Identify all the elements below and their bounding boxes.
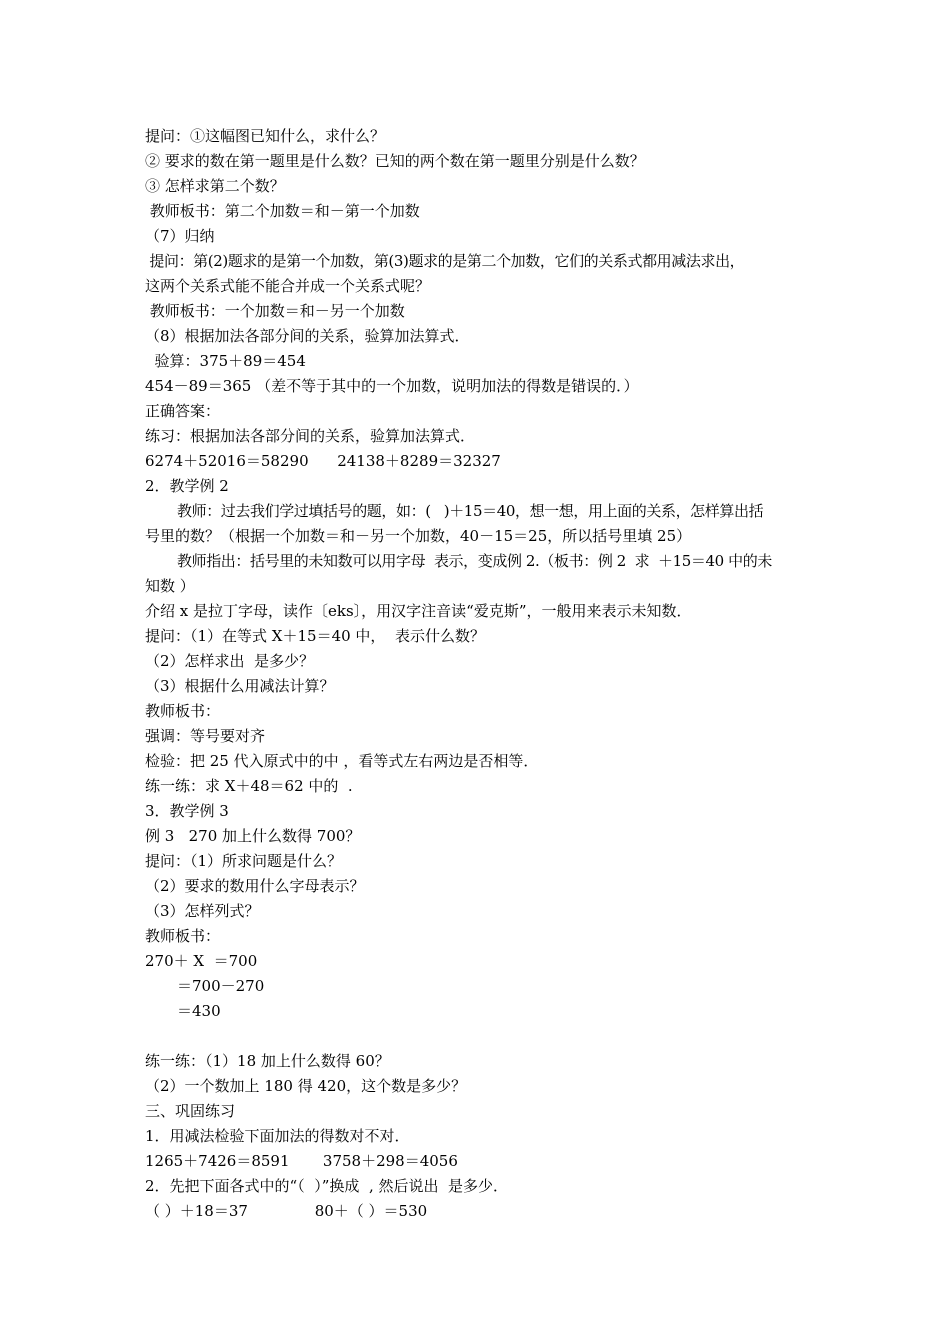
section-heading: 3．教学例 3: [145, 802, 229, 820]
blank-line: [145, 1024, 825, 1049]
text-line: 提问：第(2)题求的是第一个加数，第(3)题求的是第二个加数，它们的关系式都用减法求出，: [145, 252, 745, 270]
text-line: 验算：375＋89＝454: [145, 352, 306, 370]
text-line: 练一练：（1）18 加上什么数得 60？: [145, 1052, 390, 1070]
text-line: 教师指出：括号里的未知数可以用字母 表示，变成例 2.（板书：例 2 求 ＋15＝40 中的未: [177, 552, 772, 570]
text-line: 1．用减法检验下面加法的得数对不对．: [145, 1127, 410, 1145]
text-line: 教师板书：: [145, 702, 221, 720]
section-heading: 2．教学例 2: [145, 477, 229, 495]
text-line: 教师：过去我们学过填括号的题，如：( )＋15＝40，想一想，用上面的关系，怎样算出括: [177, 502, 764, 520]
text-line: 2．先把下面各式中的“（ ）”换成 , 然后说出 是多少．: [145, 1177, 509, 1195]
text-line: （ ）＋18＝37 80＋（ ）＝530: [145, 1202, 428, 1220]
text-line: ② 要求的数在第一题里是什么数？已知的两个数在第一题里分别是什么数？: [145, 152, 645, 170]
text-line: 教师板书：一个加数＝和－另一个加数: [145, 302, 405, 320]
text-line: 提问：（1）所求问题是什么？: [145, 852, 343, 870]
text-line: 提问：（1）在等式 X＋15＝40 中， 表示什么数？: [145, 627, 485, 645]
text-line: （3）怎样列式？: [145, 902, 260, 920]
text-line: 这两个关系式能不能合并成一个关系式呢？: [145, 277, 431, 295]
text-line: 教师板书：第二个加数＝和－第一个加数: [145, 202, 420, 220]
text-line: （7）归纳: [145, 227, 215, 245]
text-line: 强调：等号要对齐: [145, 727, 266, 745]
text-line: 正确答案：: [145, 402, 221, 420]
text-line: 介绍 x 是拉丁字母，读作〔eks〕，用汉字注音读“爱克斯”，一般用来表示未知数．: [145, 602, 692, 620]
text-line: 6274＋52016＝58290 24138＋8289＝32327: [145, 452, 501, 470]
section-heading: 三、巩固练习: [145, 1102, 236, 1120]
text-line: （3）根据什么用减法计算？: [145, 677, 335, 695]
text-line: 1265＋7426＝8591 3758＋298＝4056: [145, 1152, 458, 1170]
text-line: 教师板书：: [145, 927, 221, 945]
text-line: （8）根据加法各部分间的关系，验算加法算式．: [145, 327, 470, 345]
equation-line: ＝700－270: [177, 977, 265, 995]
text-line: 例 3 270 加上什么数得 700？: [145, 827, 361, 845]
text-line: 检验：把 25 代入原式中的中 ，看等式左右两边是否相等．: [145, 752, 539, 770]
text-line: 知数 ）: [145, 577, 195, 595]
document-body: [145, 124, 825, 1224]
text-line: （2）要求的数用什么字母表示？: [145, 877, 365, 895]
text-line: 练习：根据加法各部分间的关系，验算加法算式．: [145, 427, 476, 445]
text-line: （2）怎样求出 是多少？: [145, 652, 315, 670]
text-line: 提问：①这幅图已知什么，求什么？: [145, 127, 386, 145]
text-line: ③ 怎样求第二个数？: [145, 177, 285, 195]
text-line: 练一练：求 X＋48＝62 中的 .: [145, 777, 353, 795]
text-line: （2）一个数加上 180 得 420，这个数是多少？: [145, 1077, 467, 1095]
text-line: 号里的数？（根据一个加数＝和－另一个加数，40－15＝25，所以括号里填 25）: [145, 527, 692, 545]
equation-line: ＝430: [177, 1002, 221, 1020]
text-line: 454－89＝365 （差不等于其中的一个加数，说明加法的得数是错误的．）: [145, 377, 639, 395]
equation-line: 270＋ X ＝700: [145, 952, 258, 970]
